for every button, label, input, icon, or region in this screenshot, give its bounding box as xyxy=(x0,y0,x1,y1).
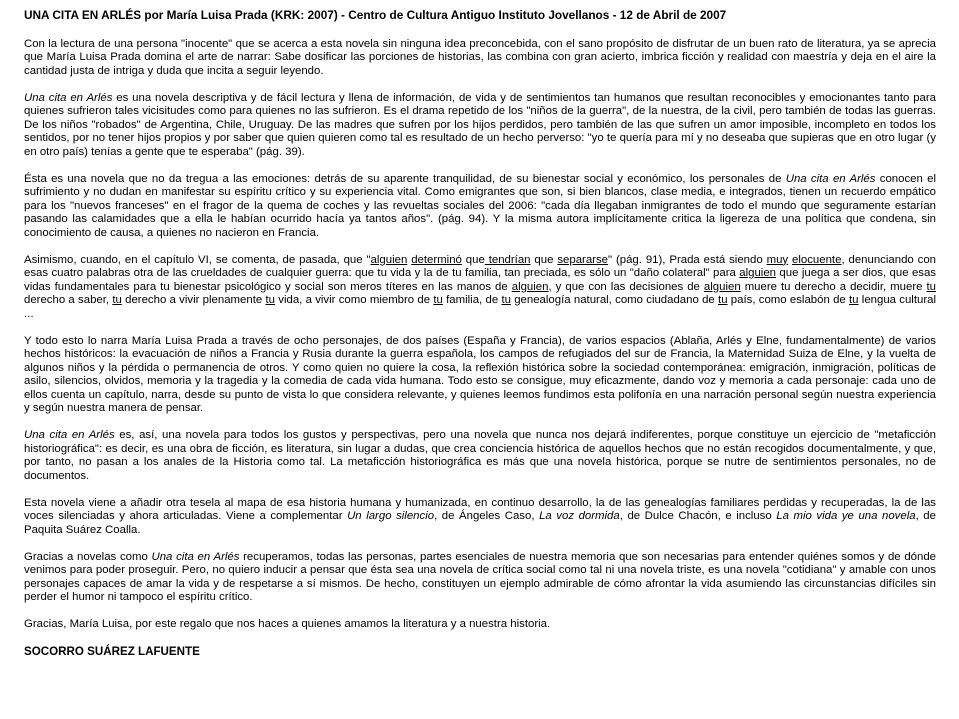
paragraph-6: Una cita en Arlés es, así, una novela para todos los gustos y perspectivas, pero una novela que nunca nos dejará indiferentes, porque constituye un ejercicio de "metaficción historiográfica": es decir, es una obra de ficción, es literatura, sin lugar a dudas, que crea conciencia histórica de aquellos hechos que no están recogidos documentalmente, y que, por tanto, no pasan a los anales de la Historia como tal. La metaficción historiográfica es más que una novela histórica, porque se nutre de sentimientos personales, no de documentos. xyxy=(24,429,936,482)
paragraph-8: Gracias a novelas como Una cita en Arlés recuperamos, todas las personas, partes esenciales de nuestra memoria que son necesarias para entender quiénes somos y de dónde venimos para poder proseguir. Pero, no quiero inducir a pensar que ésta sea una novela de crítica social como tal ni una novela triste, es una novela "cotidiana" y amable con unos personajes capaces de amar la vida y de respetarse a sí mismos. De hecho, constituyen un ejemplo admirable de cómo afrontar la vida asumiendo las circunstancias difíciles sin perder el humor ni tampoco el espíritu crítico. xyxy=(24,550,936,603)
underlined-word: tu xyxy=(718,294,728,306)
paragraph-5: Y todo esto lo narra María Luisa Prada a través de ocho personajes, de dos países (España y Francia), de varios espacios (Ablaña, Arlés y Elne, fundamentalmente) de varios hechos históricos: la evacuación de niños a Francia y Rusia durante la guerra española, los campos de refugiados del sur de Francia, la Maternidad Suiza de Elne, y la vuelta de algunos niños y la pérdida o permanencia de otros. Y como quien no quiere la cosa, la reflexión histórica sobre la sociedad contemporánea: emigración, inmigración, políticas de asilo, silencios, olvidos, memoria y la tragedia y la comedia de cada vida humana. Todo esto se consigue, muy eficazmente, dando voz y memoria a cada personaje: cada uno de ellos cuenta un capítulo, narra, desde su punto de vista lo que considera relevante, y quienes leemos fundimos esta polifonía en una narración personal según nuestra experiencia y según nuestra manera de pensar. xyxy=(24,334,936,414)
underlined-word: muy xyxy=(766,253,789,266)
review-article xyxy=(24,9,936,659)
underlined-word: alguien xyxy=(703,280,741,293)
underlined-word: elocuente xyxy=(792,253,842,266)
underlined-word: tu xyxy=(112,294,122,306)
underlined-word: tu xyxy=(501,294,511,306)
author-signature: SOCORRO SUÁREZ LAFUENTE xyxy=(24,645,200,658)
article-title: UNA CITA EN ARLÉS por María Luisa Prada (KRK: 2007) - Centro de Cultura Antiguo Instituto Jovellanos - 12 de Abril de 2007 xyxy=(24,8,727,22)
underlined-word: tendrían xyxy=(484,253,531,266)
book-title: Una cita en Arlés xyxy=(151,550,240,563)
underlined-word: separarse xyxy=(557,253,608,266)
underlined-word: tu xyxy=(433,294,443,306)
paragraph-1: Con la lectura de una persona "inocente" que se acerca a esta novela sin ninguna idea preconcebida, con el sano propósito de disfrutar de un buen rato de literatura, ya se aprecia que María Luisa Prada domina el arte de narrar: Sabe dosificar las porciones de historias, las combina con gran acierto, imbrica ficción y realidad con maestría y deja en el aire la cantidad justa de intriga y duda que incita a seguir leyendo. xyxy=(24,37,936,77)
paragraph-7: Esta novela viene a añadir otra tesela al mapa de esa historia humana y humanizada, en continuo desarrollo, la de las genealogías familiares perdidas y recuperadas, la de las voces silenciadas y ahora articuladas. Viene a complementar Un largo silencio, de Ángeles Caso, La voz dormida, de Dulce Chacón, e incluso La mio vida ye una novela, de Paquita Suárez Coalla. xyxy=(24,496,936,536)
paragraph-3: Ésta es una novela que no da tregua a las emociones: detrás de su aparente tranquilidad, de su bienestar social y económico, los personales de Una cita en Arlés conocen el sufrimiento y no dudan en manifestar su espíritu crítico y su experiencia vital. Como emigrantes que son, si bien blancos, clase media, e integrados, tienen un recuerdo empático para los "nuevos franceses" en el fragor de la quema de coches y las revueltas sociales del 2006: "cada día llegaban inmigrantes de todo el mundo que seguramente estarían pasando las calamidades que a ella le habían ocurrido hacía ya tantos años". (pág. 94). Y la misma autora implícitamente critica la ligereza de una política que condena, sin conocimiento de causa, a quienes no nacieron en Francia. xyxy=(24,172,936,239)
paragraph-9: Gracias, María Luisa, por este regalo que nos haces a quienes amamos la literatura y a nuestra historia. xyxy=(24,618,551,630)
book-title: Una cita en Arlés xyxy=(24,429,115,441)
paragraph-4: Asimismo, cuando, en el capítulo VI, se comenta, de pasada, que "alguien determinó que tendrían que separarse" (pág. 91), Prada está siendo muy elocuente, denunciando con esas cuatro palabras otra de las crueldades de cualquier guerra: que tu vida y la de tu familia, tan preciada, es sólo un "daño colateral" para alguien que juega a ser dios, que esas vidas fundamentales para tu bienestar psicológico y social son meros títeres en las manos de alguien, y que con las decisiones de alguien muere tu derecho a decidir, muere tu derecho a saber, tu derecho a vivir plenamente tu vida, a vivir como miembro de tu familia, de tu genealogía natural, como ciudadano de tu país, como eslabón de tu lengua cultural ... xyxy=(24,253,937,320)
underlined-word: alguien, xyxy=(511,280,552,293)
book-title: Una cita en Arlés xyxy=(24,91,113,104)
book-title: Una cita en Arlés xyxy=(785,172,876,185)
underlined-word: tu xyxy=(265,294,275,306)
underlined-word: tu xyxy=(926,280,936,293)
underlined-word: alguien xyxy=(370,253,408,266)
paragraph-2: Una cita en Arlés es una novela descriptiva y de fácil lectura y llena de información, de vida y de sentimientos tan humanos que resultan reconocibles y emocionantes tanto para quienes sufrieron tales vicisitudes como para quienes no las sufrieron. Es el drama repetido de los "niños de la guerra", de la nuestra, de la civil, pero también de todas las guerras. De los niños "robados" de Argentina, Chile, Uruguay. De las madres que sufren por los hijos perdidos, pero también de las que sufren un amor imposible, incompleto en todos los sentidos, por no tener hijos propios y por saber que quien quieren como tal es resultado de un hecho perverso: "yo te quería para mí y no deseaba que supieras que en otro lugar (y en otro país) tenías a gente que te esperaba" (pág. 39). xyxy=(24,91,936,158)
book-title: La mio vida ye una novela xyxy=(776,510,916,522)
book-title: La voz dormida xyxy=(539,510,620,522)
underlined-word: alguien xyxy=(739,267,777,279)
book-title: Un largo silencio xyxy=(347,510,435,522)
underlined-word: tu xyxy=(849,294,859,306)
underlined-word: determinó xyxy=(411,253,462,266)
